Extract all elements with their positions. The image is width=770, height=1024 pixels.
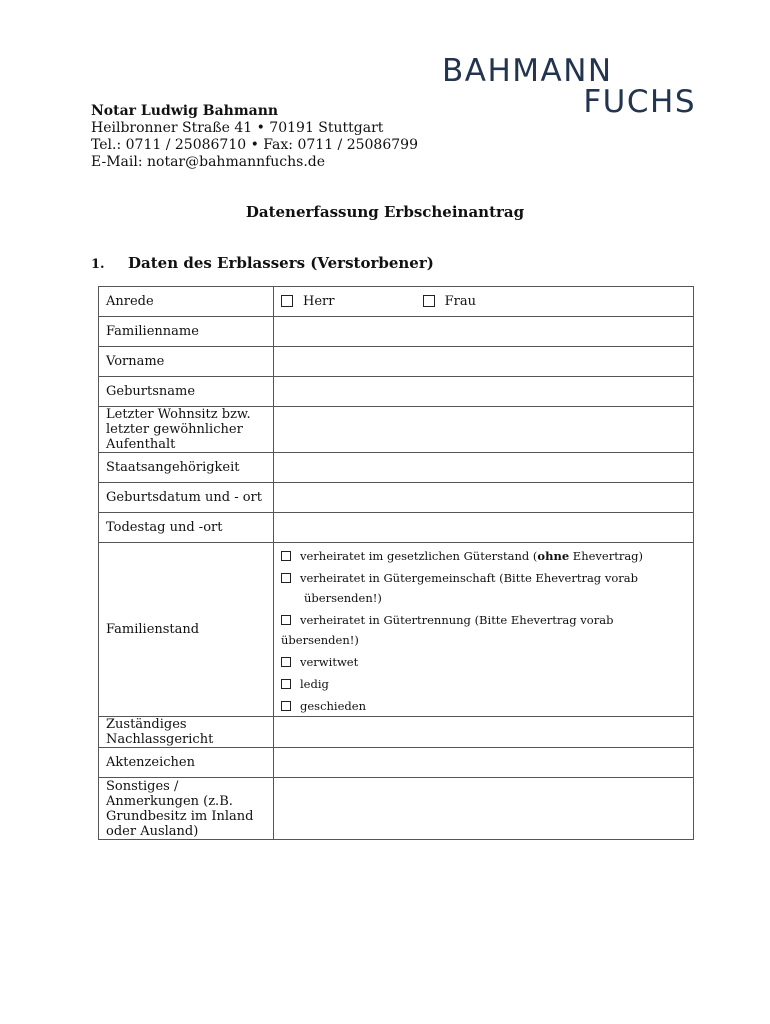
option-text: verheiratet im gesetzlichen Güterstand (: [300, 548, 538, 563]
row-staatsangehoerigkeit: [99, 453, 694, 483]
checkbox-frau[interactable]: [423, 295, 435, 307]
option-text: Ehevertrag): [569, 548, 644, 563]
sender-email: E-Mail: notar@bahmannfuchs.de: [91, 154, 326, 170]
row-aktenzeichen: [99, 748, 694, 778]
option-ledig[interactable]: [281, 674, 686, 694]
row-todestag: [99, 513, 694, 543]
section-title: Daten des Erblassers (Verstorbener): [128, 254, 434, 272]
option-text: verheiratet in Gütergemeinschaft (Bitte Ehevertrag vorab: [300, 570, 638, 585]
section-heading: [91, 254, 434, 272]
option-text: verwitwet: [300, 654, 359, 669]
row-vorname: [99, 347, 694, 377]
option-text: verheiratet in Gütertrennung (Bitte Ehevertrag vorab übersenden!): [281, 612, 614, 647]
checkbox-verwitwet[interactable]: [281, 657, 291, 667]
row-geburtsname: [99, 377, 694, 407]
row-anrede: [99, 287, 694, 317]
option-verwitwet[interactable]: [281, 652, 686, 672]
field-nachlassgericht[interactable]: [274, 717, 694, 748]
label-nachlassgericht: Zuständiges Nachlassgericht: [99, 717, 274, 748]
field-staatsangehoerigkeit[interactable]: [274, 453, 694, 483]
label-aktenzeichen: Aktenzeichen: [99, 748, 274, 778]
checkbox-ledig[interactable]: [281, 679, 291, 689]
label-geburtsdatum: Geburtsdatum und - ort: [99, 483, 274, 513]
option-gesetzlicher-gueterstand[interactable]: [281, 546, 686, 566]
field-familienname[interactable]: [274, 317, 694, 347]
field-familienstand: [274, 543, 694, 717]
checkbox-geschieden[interactable]: [281, 701, 291, 711]
field-geburtsname[interactable]: [274, 377, 694, 407]
field-todestag[interactable]: [274, 513, 694, 543]
option-geschieden[interactable]: [281, 696, 686, 716]
sender-block: [91, 103, 418, 171]
row-sonstiges: [99, 778, 694, 840]
field-wohnsitz[interactable]: [274, 407, 694, 453]
logo-line-2: FUCHS: [583, 84, 696, 120]
checkbox-guetergemeinschaft[interactable]: [281, 573, 291, 583]
checkbox-herr[interactable]: [281, 295, 293, 307]
section-number: 1.: [91, 257, 105, 272]
label-todestag: Todestag und -ort: [99, 513, 274, 543]
label-herr: Herr: [303, 294, 335, 309]
field-anrede: [274, 287, 694, 317]
option-guetertrennung[interactable]: [281, 610, 686, 650]
sender-address: Heilbronner Straße 41 • 70191 Stuttgart: [91, 120, 384, 136]
label-familienname: Familienname: [99, 317, 274, 347]
row-familienstand: [99, 543, 694, 717]
erblasser-form-table: [98, 286, 694, 840]
row-familienname: [99, 317, 694, 347]
checkbox-gesetzlicher-gueterstand[interactable]: [281, 551, 291, 561]
logo-line-1: BAHMANN: [442, 53, 613, 89]
row-wohnsitz: [99, 407, 694, 453]
label-wohnsitz: Letzter Wohnsitz bzw. letzter gewöhnlicher Aufenthalt: [99, 407, 274, 453]
row-nachlassgericht: [99, 717, 694, 748]
label-sonstiges: Sonstiges / Anmerkungen (z.B. Grundbesitz im Inland oder Ausland): [99, 778, 274, 840]
sender-phone-fax: Tel.: 0711 / 25086710 • Fax: 0711 / 25086799: [91, 137, 418, 153]
option-text: geschieden: [300, 698, 366, 713]
field-aktenzeichen[interactable]: [274, 748, 694, 778]
label-vorname: Vorname: [99, 347, 274, 377]
label-frau: Frau: [444, 294, 476, 309]
label-familienstand: Familienstand: [99, 543, 274, 717]
option-text-bold: ohne: [537, 548, 570, 563]
bahmann-fuchs-logo: [442, 53, 698, 120]
checkbox-guetertrennung[interactable]: [281, 615, 291, 625]
option-guetergemeinschaft[interactable]: [281, 568, 686, 588]
field-vorname[interactable]: [274, 347, 694, 377]
option-guetergemeinschaft-continued: übersenden!): [304, 590, 382, 605]
row-geburtsdatum: [99, 483, 694, 513]
label-geburtsname: Geburtsname: [99, 377, 274, 407]
label-anrede: Anrede: [99, 287, 274, 317]
label-staatsangehoerigkeit: Staatsangehörigkeit: [99, 453, 274, 483]
option-text: ledig: [300, 676, 329, 691]
document-title: Datenerfassung Erbscheinantrag: [245, 203, 525, 221]
sender-name: Notar Ludwig Bahmann: [91, 103, 279, 119]
field-sonstiges[interactable]: [274, 778, 694, 840]
field-geburtsdatum[interactable]: [274, 483, 694, 513]
